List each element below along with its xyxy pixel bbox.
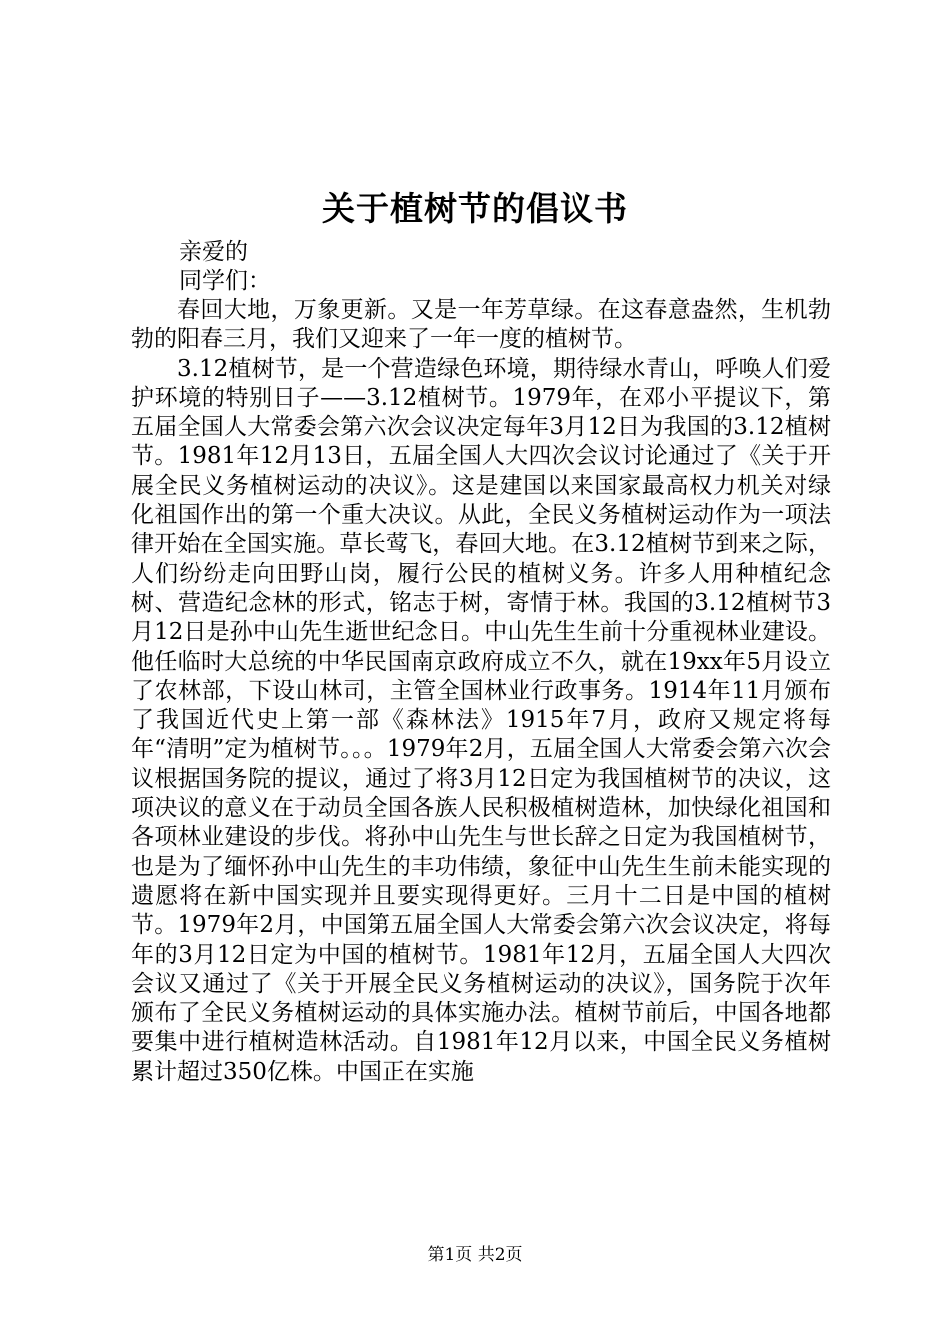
paragraph-1: 春回大地，万象更新。又是一年芳草绿。在这春意盎然，生机勃勃的阳春三月，我们又迎来了一年一度的植树节。 — [131, 297, 831, 353]
paragraph-2: 3.12植树节，是一个营造绿色环境，期待绿水青山，呼唤人们爱护环境的特别日子——3.12植树节。1979年，在邓小平提议下，第五届全国人大常委会第六次会议决定每年3月12日为我国的3.12植树节。1981年12月13日，五届全国人大四次会议讨论通过了《关于开展全民义务植树运动的决议》。这是建国以来国家最高权力机关对绿化祖国作出的第一个重大决议。从此，全民义务植树运动作为一项法律开始在全国实施。草长莺飞，春回大地。在3.12植树节到来之际，人们纷纷走向田野山岗，履行公民的植树义务。许多人用种植纪念树、营造纪念林的形式，铭志于树，寄情于林。我国的3.12植树节3月12日是孙中山先生逝世纪念日。中山先生生前十分重视林业建设。他任临时大总统的中华民国南京政府成立不久，就在19xx年5月设立了农林部，下设山林司，主管全国林业行政事务。1914年11月颁布了我国近代史上第一部《森林法》1915年7月，政府又规定将每年“清明”定为植树节。。。1979年2月，五届全国人大常委会第六次会议根据国务院的提议，通过了将3月12日定为我国植树节的决议，这项决议的意义在于动员全国各族人民积极植树造林，加快绿化祖国和各项林业建设的步伐。将孙中山先生与世长辞之日定为我国植树节，也是为了缅怀孙中山先生的丰功伟绩，象征中山先生生前未能实现的遗愿将在新中国实现并且要实现得更好。三月十二日是中国的植树节。1979年2月，中国第五届全国人大常委会第六次会议决定，将每年的3月12日定为中国的植树节。1981年12月，五届全国人大四次会议又通过了《关于开展全民义务植树运动的决议》，国务院于次年颁布了全民义务植树运动的具体实施办法。植树节前后，中国各地都要集中进行植树造林活动。自1981年12月以来，中国全民义务植树累计超过350亿株。中国正在实施 — [131, 355, 831, 1085]
salutation-line-1: 亲爱的 — [179, 239, 248, 265]
salutation-line-2: 同学们： — [179, 268, 271, 294]
page-footer: 第1页 共2页 — [427, 1245, 523, 1265]
document-body — [131, 238, 831, 1087]
document-title: 关于植树节的倡议书 — [322, 189, 628, 228]
